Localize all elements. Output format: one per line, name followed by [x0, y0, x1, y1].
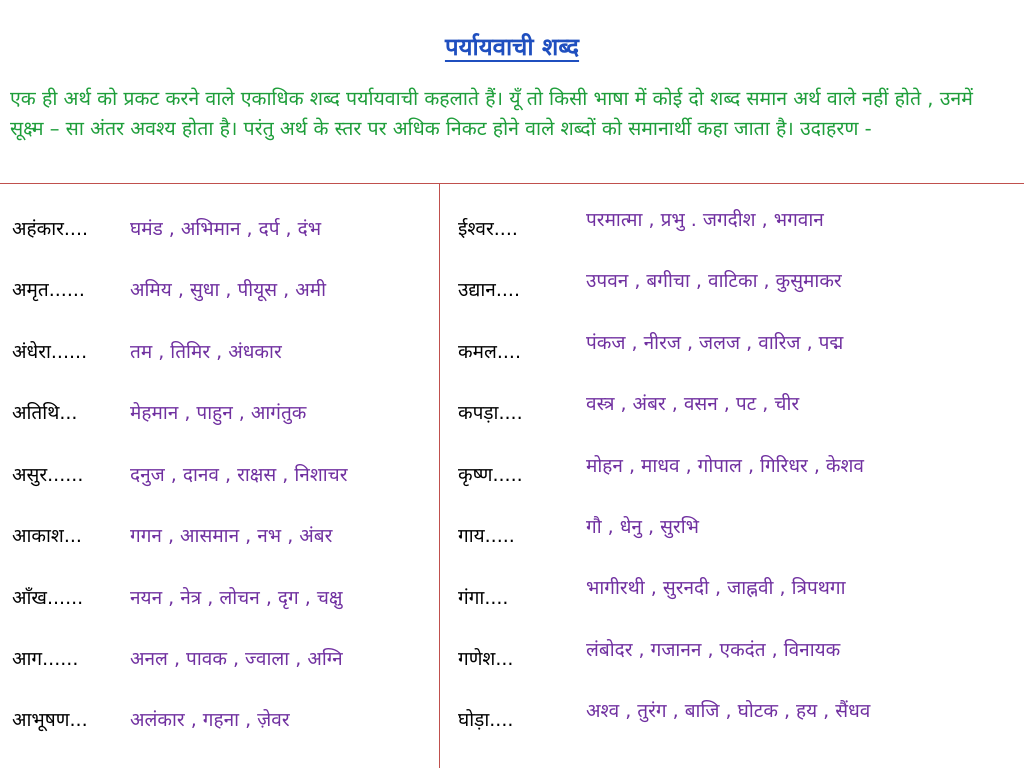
right-word-7: गंगा....: [458, 587, 509, 609]
left-synonyms-4: मेहमान , पाहुन , आगंतुक: [130, 402, 307, 424]
left-word-6: आकाश...: [12, 525, 82, 547]
left-synonyms-3: तम , तिमिर , अंधकार: [130, 341, 282, 363]
right-synonyms-3: पंकज , नीरज , जलज , वारिज , पद्म: [586, 332, 844, 354]
left-synonyms-8: अनल , पावक , ज्वाला , अग्नि: [130, 648, 343, 670]
left-word-3: अंधेरा......: [12, 341, 88, 363]
left-synonyms-7: नयन , नेत्र , लोचन , दृग , चक्षु: [130, 587, 343, 609]
left-synonyms-6: गगन , आसमान , नभ , अंबर: [130, 525, 333, 547]
right-word-9: घोड़ा....: [458, 709, 514, 731]
vertical-divider: [439, 183, 440, 768]
intro-paragraph: एक ही अर्थ को प्रकट करने वाले एकाधिक शब्द पर्यायवाची कहलाते हैं। यूँ तो किसी भाषा में कोई दो शब्द समान अर्थ वाले नहीं होते , उनमें सूक्ष्म – सा अंतर अवश्य होता है। परंतु अर्थ के स्तर पर अधिक निकट होने वाले शब्दों को समानार्थी कहा जाता है। उदाहरण -: [10, 87, 973, 140]
right-word-6: गाय.....: [458, 525, 515, 547]
left-synonyms-5: दनुज , दानव , राक्षस , निशाचर: [130, 464, 348, 486]
right-word-5: कृष्ण.....: [458, 464, 523, 486]
right-word-1: ईश्वर....: [458, 218, 518, 240]
left-word-1: अहंकार....: [12, 218, 89, 240]
left-word-4: अतिथि...: [12, 402, 78, 424]
right-synonyms-5: मोहन , माधव , गोपाल , गिरिधर , केशव: [586, 455, 864, 477]
right-word-2: उद्यान....: [458, 279, 521, 301]
right-synonyms-8: लंबोदर , गजानन , एकदंत , विनायक: [586, 639, 841, 661]
left-word-7: आँख......: [12, 587, 84, 609]
left-word-8: आग......: [12, 648, 79, 670]
left-word-9: आभूषण...: [12, 709, 88, 731]
left-synonyms-1: घमंड , अभिमान , दर्प , दंभ: [130, 218, 322, 240]
right-synonyms-9: अश्व , तुरंग , बाजि , घोटक , हय , सैंधव: [586, 700, 871, 722]
left-synonyms-2: अमिय , सुधा , पीयूस , अमी: [130, 279, 327, 301]
left-synonyms-9: अलंकार , गहना , ज़ेवर: [130, 709, 290, 731]
right-word-4: कपड़ा....: [458, 402, 523, 424]
right-synonyms-1: परमात्मा , प्रभु . जगदीश , भगवान: [586, 209, 824, 231]
right-synonyms-7: भागीरथी , सुरनदी , जाह्नवी , त्रिपथगा: [586, 577, 846, 599]
right-synonyms-2: उपवन , बगीचा , वाटिका , कुसुमाकर: [586, 270, 842, 292]
page-title: पर्यायवाची शब्द: [444, 33, 580, 61]
right-word-3: कमल....: [458, 341, 521, 363]
left-word-5: असुर......: [12, 464, 84, 486]
right-word-8: गणेश...: [458, 648, 514, 670]
right-synonyms-4: वस्त्र , अंबर , वसन , पट , चीर: [586, 393, 800, 415]
left-word-2: अमृत......: [12, 279, 85, 301]
right-synonyms-6: गौ , धेनु , सुरभि: [586, 516, 699, 538]
horizontal-divider: [0, 183, 1024, 184]
